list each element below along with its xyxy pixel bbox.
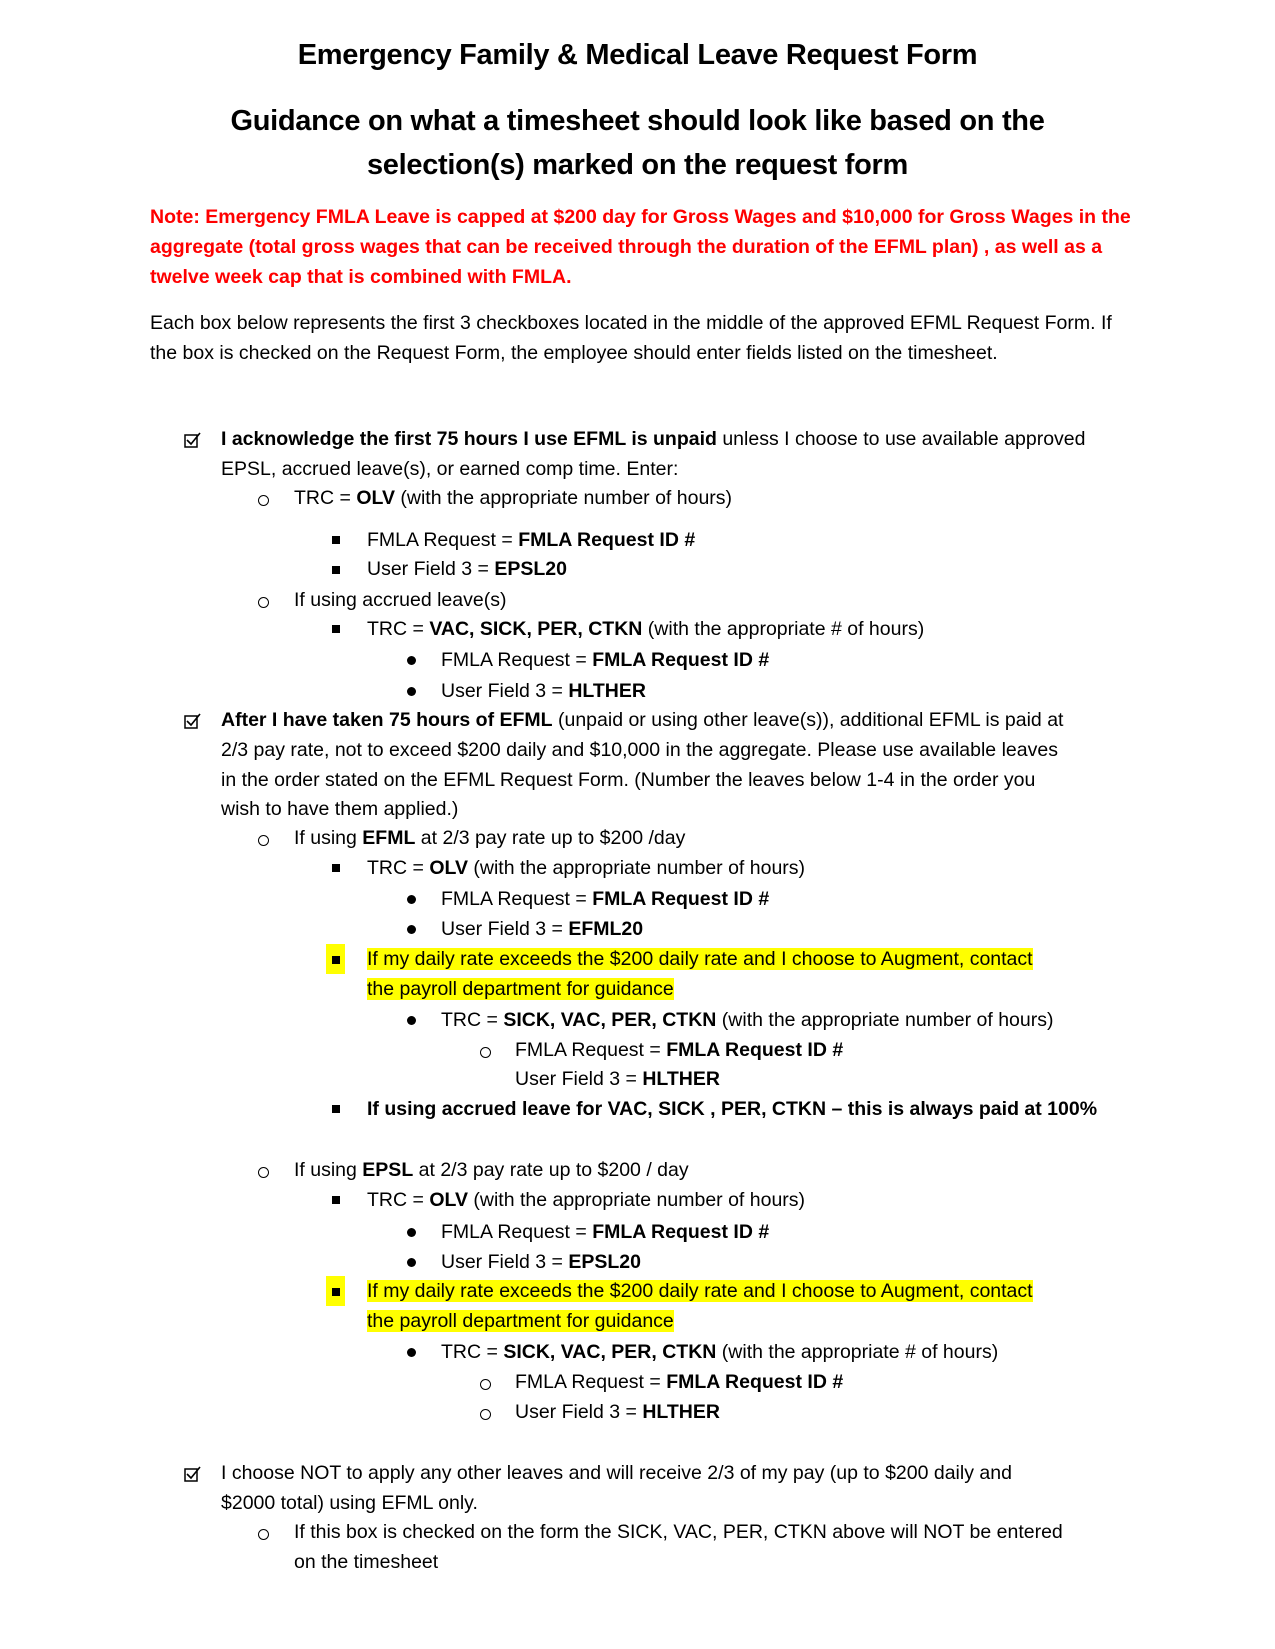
section1-item-a1: FMLA Request = FMLA Request ID # (367, 529, 696, 551)
section3-item-a-line1: If this box is checked on the form the SICK, VAC, PER, CTKN above will NOT be entered (294, 1521, 1063, 1543)
section3-line2: $2000 total) using EFML only. (221, 1492, 478, 1514)
section2-line4: wish to have them applied.) (221, 798, 459, 820)
section2-item-b1: TRC = OLV (with the appropriate number of hours) (367, 1189, 806, 1211)
square-bullet (332, 566, 340, 574)
section1-item-b1a: FMLA Request = FMLA Request ID # (441, 649, 770, 671)
section2-item-a3: If using accrued leave for VAC, SICK , PER, CTKN – this is always paid at 100% (367, 1098, 1098, 1120)
page-title: Emergency Family & Medical Leave Request Form (297, 39, 978, 71)
section2-item-b1b: User Field 3 = EPSL20 (441, 1251, 641, 1273)
filled-dot-bullet (407, 1258, 416, 1267)
section2-line3: in the order stated on the EFML Request Form. (Number the leaves below 1-4 in the order you (221, 769, 1036, 791)
section2-item-a1a: FMLA Request = FMLA Request ID # (441, 888, 770, 910)
section2-item-a2a: TRC = SICK, VAC, PER, CTKN (with the appropriate number of hours) (441, 1009, 1054, 1031)
hollow-circle-bullet (258, 835, 269, 846)
filled-dot-bullet (407, 925, 416, 934)
section1-line2: EPSL, accrued leave(s), or earned comp time. Enter: (221, 458, 679, 480)
section2-item-b2a2: User Field 3 = HLTHER (515, 1401, 720, 1423)
section2-item-b2a: TRC = SICK, VAC, PER, CTKN (with the appropriate # of hours) (441, 1341, 999, 1363)
filled-dot-bullet (407, 656, 416, 665)
section2-item-a1b: User Field 3 = EFML20 (441, 918, 644, 940)
square-bullet (332, 864, 340, 872)
hollow-circle-bullet (258, 495, 269, 506)
section3-item-a-line2: on the timesheet (294, 1551, 439, 1573)
section1-item-b1b: User Field 3 = HLTHER (441, 680, 646, 702)
section2-line1: After I have taken 75 hours of EFML (unpaid or using other leave(s)), additional EFML is paid at (221, 709, 1064, 731)
section1-item-a: TRC = OLV (with the appropriate number of hours) (294, 487, 733, 509)
filled-dot-bullet (407, 895, 416, 904)
page-subtitle (0, 99, 1275, 187)
section3-line1: I choose NOT to apply any other leaves and will receive 2/3 of my pay (up to $200 daily and (221, 1462, 1012, 1484)
hollow-circle-bullet (258, 1167, 269, 1178)
section2-item-b2-line1: If my daily rate exceeds the $200 daily rate and I choose to Augment, contact (367, 1280, 1033, 1302)
hollow-circle-bullet (258, 597, 269, 608)
section1-item-b: If using accrued leave(s) (294, 589, 507, 611)
section1-item-a2: User Field 3 = EPSL20 (367, 558, 567, 580)
filled-dot-bullet (407, 1348, 416, 1357)
section1-line1: I acknowledge the first 75 hours I use EFML is unpaid unless I choose to use available approved (221, 428, 1086, 450)
section2-item-a2a2: User Field 3 = HLTHER (515, 1068, 720, 1090)
hollow-circle-bullet (480, 1047, 491, 1058)
intro-paragraph: Each box below represents the first 3 checkboxes located in the middle of the approved EFML Request Form. If the box is checked on the Request Form, the employee should enter fields listed on the timesheet. (150, 312, 1112, 364)
filled-dot-bullet (407, 1228, 416, 1237)
section2-item-b: If using EPSL at 2/3 pay rate up to $200 / day (294, 1159, 689, 1181)
cap-note: Note: Emergency FMLA Leave is capped at $200 day for Gross Wages and $10,000 for Gross Wages in the aggregate (total gross wages that can be received through the duration of the EFML plan) , as well as a twelve week cap that is combined with FMLA. (150, 206, 1131, 288)
checked-box-icon (184, 432, 200, 448)
checked-box-icon (184, 713, 200, 729)
hollow-circle-bullet (480, 1409, 491, 1420)
square-bullet (332, 1196, 340, 1204)
section2-item-a1: TRC = OLV (with the appropriate number of hours) (367, 857, 806, 879)
section2-item-a2-line2: the payroll department for guidance (367, 978, 674, 1000)
square-bullet (332, 536, 340, 544)
section2-item-a2a1: FMLA Request = FMLA Request ID # (515, 1039, 844, 1061)
section2-item-a: If using EFML at 2/3 pay rate up to $200 /day (294, 827, 686, 849)
square-bullet (332, 1105, 340, 1113)
subtitle-line-1: Guidance on what a timesheet should look like based on the (230, 105, 1045, 137)
square-bullet (332, 1288, 340, 1296)
section1-item-b1: TRC = VAC, SICK, PER, CTKN (with the appropriate # of hours) (367, 618, 925, 640)
checked-box-icon (184, 1466, 200, 1482)
hollow-circle-bullet (480, 1379, 491, 1390)
square-bullet (332, 625, 340, 633)
section2-item-b1a: FMLA Request = FMLA Request ID # (441, 1221, 770, 1243)
filled-dot-bullet (407, 687, 416, 696)
subtitle-line-2: selection(s) marked on the request form (366, 149, 909, 181)
square-bullet (332, 956, 340, 964)
section2-item-b2-line2: the payroll department for guidance (367, 1310, 674, 1332)
hollow-circle-bullet (258, 1529, 269, 1540)
section2-item-b2a1: FMLA Request = FMLA Request ID # (515, 1371, 844, 1393)
section2-line2: 2/3 pay rate, not to exceed $200 daily and $10,000 in the aggregate. Please use available leaves (221, 739, 1058, 761)
section2-item-a2-line1: If my daily rate exceeds the $200 daily rate and I choose to Augment, contact (367, 948, 1033, 970)
filled-dot-bullet (407, 1016, 416, 1025)
